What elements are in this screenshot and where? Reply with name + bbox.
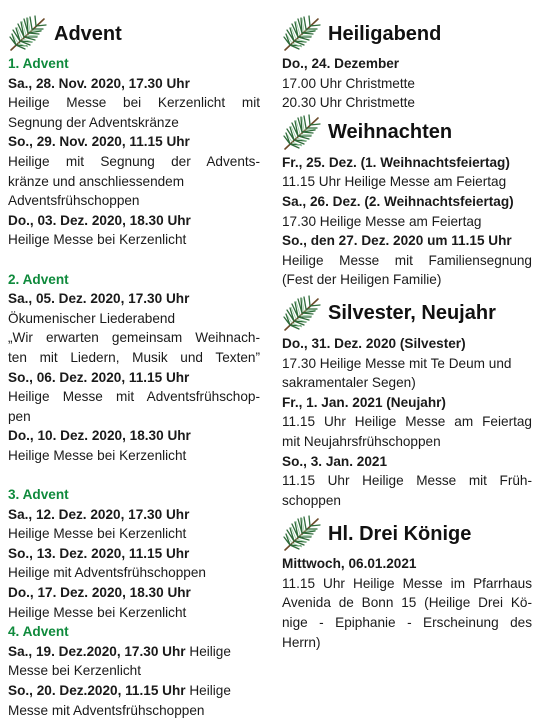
left-column: [8, 14, 260, 720]
spacer: [8, 465, 260, 485]
weihnachten-date3: So., den 27. Dez. 2020 um 11.15 Uhr: [282, 233, 512, 249]
advent1-label: 1. Advent: [8, 56, 69, 71]
fir-branch-icon: [282, 114, 324, 152]
weihnachten-heading: [282, 113, 532, 153]
right-column: [282, 14, 532, 652]
advent4-date2: So., 20. Dez.2020, 11.15 Uhr: [8, 683, 186, 698]
advent4-date2-row: [8, 681, 260, 701]
koenige-text4: Herrn): [282, 634, 321, 650]
advent1-date3: Do., 03. Dez. 2020, 18.30 Uhr: [8, 212, 191, 228]
heiligabend-date: Do., 24. Dezember: [282, 56, 400, 71]
koenige-title: Hl. Drei Könige: [328, 522, 472, 545]
advent1-text1b: Segnung der Adventskränze: [8, 114, 179, 130]
advent4-text2: Messe mit Adventsfrühschoppen: [8, 702, 205, 718]
advent2-date3: Do., 10. Dez. 2020, 18.30 Uhr: [8, 428, 191, 444]
advent3-date2: So., 13. Dez. 2020, 11.15 Uhr: [8, 545, 190, 561]
advent3-text2: Heilige mit Adventsfrühschoppen: [8, 565, 206, 581]
silvester-text2a: 11.15 Uhr Heilige Messe am Feiertag: [282, 414, 532, 430]
advent2-text3: Heilige Messe bei Kerzenlicht: [8, 447, 187, 463]
fir-branch-icon: [282, 15, 324, 53]
advent3-text3: Heilige Messe bei Kerzenlicht: [8, 604, 187, 620]
advent2-text2b: pen: [8, 408, 31, 424]
advent2-text1a: Ökumenischer Liederabend: [8, 310, 176, 326]
advent3-text1: Heilige Messe bei Kerzenlicht: [8, 526, 187, 542]
silvester-text1b: sakramentaler Segen): [282, 375, 416, 391]
weihnachten-text3b: (Fest der Heiligen Familie): [282, 272, 442, 288]
koenige-heading: [282, 514, 532, 554]
koenige-text1: 11.15 Uhr Heilige Messe im Pfarrhaus: [282, 575, 532, 591]
silvester-text3b: schoppen: [282, 492, 341, 508]
silvester-text2b: mit Neujahrsfrühschoppen: [282, 433, 441, 449]
advent1-text2b: kränze und anschliessendem: [8, 173, 185, 189]
heiligabend-heading: [282, 14, 532, 54]
advent2-date1: Sa., 05. Dez. 2020, 17.30 Uhr: [8, 291, 190, 307]
heiligabend-title: Heiligabend: [328, 22, 442, 45]
advent1-text2c: Adventsfrühschoppen: [8, 193, 140, 209]
advent1-text2a: Heilige mit Segnung der Advents-: [8, 153, 260, 169]
silvester-title: Silvester, Neujahr: [328, 302, 496, 325]
advent2-text1c: ten mit Liedern, Musik und Texten”: [8, 349, 260, 365]
advent2-date2: So., 06. Dez. 2020, 11.15 Uhr: [8, 369, 190, 385]
fir-branch-icon: [282, 515, 324, 553]
advent2-label: 2. Advent: [8, 271, 69, 287]
advent4-label: 4. Advent: [8, 624, 69, 640]
silvester-heading: [282, 294, 532, 334]
advent2-text1b: „Wir erwarten gemeinsam Weihnach-: [8, 330, 260, 346]
weihnachten-date1: Fr., 25. Dez. (1. Weihnachtsfeiertag): [282, 154, 510, 170]
advent4-date1-row: [8, 642, 260, 662]
weihnachten-text1: 11.15 Uhr Heilige Messe am Feiertag: [282, 174, 507, 190]
heiligabend-text2: 20.30 Uhr Christmette: [282, 95, 415, 111]
silvester-date2: Fr., 1. Jan. 2021 (Neujahr): [282, 394, 446, 410]
heiligabend-text1: 17.00 Uhr Christmette: [282, 75, 415, 91]
advent4-text1: Messe bei Kerzenlicht: [8, 663, 141, 679]
advent1-text3: Heilige Messe bei Kerzenlicht: [8, 232, 187, 248]
advent3-label: 3. Advent: [8, 487, 69, 503]
fir-branch-icon: [8, 15, 50, 53]
advent1-date2: So., 29. Nov. 2020, 11.15 Uhr: [8, 134, 190, 150]
advent4-date1-tail: Heilige: [185, 643, 231, 659]
advent1-text1a: Heilige Messe bei Kerzenlicht mit: [8, 95, 260, 111]
advent4-date2-tail: Heilige: [185, 683, 231, 698]
silvester-text1a: 17.30 Heilige Messe mit Te Deum und: [282, 355, 512, 371]
advent2-text2a: Heilige Messe mit Adventsfrühschop-: [8, 389, 260, 405]
advent4-date1: Sa., 19. Dez.2020, 17.30 Uhr: [8, 643, 186, 659]
weihnachten-title: Weihnachten: [328, 121, 453, 144]
advent1-date1: Sa., 28. Nov. 2020, 17.30 Uhr: [8, 75, 190, 91]
silvester-text3a: 11.15 Uhr Heilige Messe mit Früh-: [282, 473, 532, 489]
advent3-date3: Do., 17. Dez. 2020, 18.30 Uhr: [8, 585, 191, 601]
advent-title: Advent: [54, 22, 122, 45]
silvester-date1: Do., 31. Dez. 2020 (Silvester): [282, 335, 466, 351]
koenige-date: Mittwoch, 06.01.2021: [282, 556, 417, 572]
weihnachten-text3a: Heilige Messe mit Familiensegnung: [282, 252, 532, 268]
advent3-date1: Sa., 12. Dez. 2020, 17.30 Uhr: [8, 506, 190, 522]
weihnachten-date2: Sa., 26. Dez. (2. Weihnachtsfeiertag): [282, 193, 514, 209]
fir-branch-icon: [282, 295, 324, 333]
koenige-text3: nige - Epiphanie - Erscheinung des: [282, 615, 532, 631]
weihnachten-text2: 17.30 Heilige Messe am Feiertag: [282, 213, 482, 229]
koenige-text2: Avenida de Bonn 15 (Heilige Drei Kö-: [282, 595, 532, 611]
silvester-date3: So., 3. Jan. 2021: [282, 453, 388, 469]
spacer: [8, 250, 260, 270]
advent-heading: [8, 14, 260, 54]
